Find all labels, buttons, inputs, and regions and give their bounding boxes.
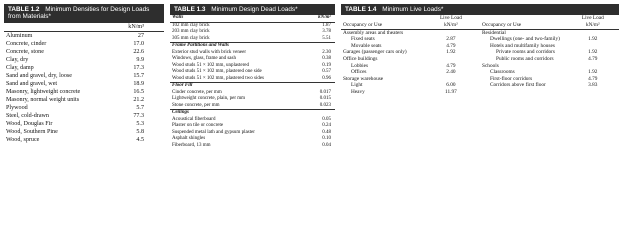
row-label: Stone concrete, per mm [172, 102, 220, 108]
row-value: 1.92 [446, 49, 456, 56]
table-row [4, 112, 164, 120]
row-value: 17.3 [133, 65, 144, 72]
row-label: Wood studs 51 × 102 mm, plastered one side [172, 69, 262, 75]
row-label: Concrete, cinder [6, 41, 47, 48]
row-value: 0.023 [319, 102, 331, 108]
row-label: Concrete, stone [6, 49, 44, 56]
table-header [170, 4, 335, 15]
row-value: 77.3 [133, 113, 144, 120]
row-label: Wood studs 51 × 102 mm, plastered two sides [172, 75, 264, 81]
table-row [4, 40, 164, 48]
table-row [4, 48, 164, 56]
table-row [4, 136, 164, 144]
table-row [480, 69, 619, 76]
table-row [4, 56, 164, 64]
row-value: 21.2 [133, 97, 144, 104]
row-value: 0.04 [322, 142, 331, 148]
live-loads-right-column [480, 15, 619, 95]
row-label: Sand and gravel, dry, loose [6, 73, 72, 80]
table-minimum-live-loads [341, 4, 619, 96]
row-label: Fiberboard, 13 mm [172, 142, 211, 148]
blank-cell [577, 63, 619, 70]
row-value: 0.24 [322, 123, 331, 129]
row-value: 0.017 [319, 89, 331, 95]
blank-header [4, 23, 112, 32]
row-label: Storage warehouse [343, 75, 384, 82]
row-value: 0.57 [322, 69, 331, 75]
row-label: Classrooms [490, 69, 515, 76]
row-value: 27 [137, 33, 144, 40]
row-value: 16.5 [133, 89, 144, 96]
table-minimum-dead-loads [170, 4, 335, 149]
row-value: 3.78 [322, 29, 331, 35]
row-label: Windows, glass, frame and sash [172, 56, 236, 62]
row-value: 1.92 [588, 49, 598, 56]
dead-loads-table [170, 15, 335, 149]
table-row [170, 76, 335, 83]
row-label: Cinder concrete, per mm [172, 89, 222, 95]
row-label: Aluminum [6, 33, 33, 40]
blank-cell [577, 29, 619, 36]
table-row [4, 88, 164, 96]
densities-table [4, 23, 164, 145]
table-row [341, 89, 480, 96]
row-label: Hotels and multifamily houses [490, 42, 555, 49]
row-label: Floor Fill [170, 83, 308, 90]
row-label: Ceilings [170, 110, 308, 117]
row-value: 4.79 [446, 62, 456, 69]
row-label: 203 mm clay brick [172, 29, 210, 35]
row-value: 0.015 [319, 96, 331, 102]
table-row [341, 56, 480, 63]
row-value: 5.51 [322, 35, 331, 41]
table-row [170, 143, 335, 150]
unit-header: kN/m³ [112, 23, 164, 32]
row-value: 22.6 [133, 49, 144, 56]
row-value: 5.7 [136, 105, 144, 112]
row-value: 0.48 [322, 129, 331, 135]
table-minimum-densities [4, 4, 164, 144]
table-row [170, 36, 335, 43]
blank-cell [341, 15, 432, 22]
table-row [341, 82, 480, 89]
row-label: Suspended metal lath and gypsum plaster [172, 129, 255, 135]
table-row [4, 96, 164, 104]
table-row [341, 69, 480, 76]
row-label: Public rooms and corridors [496, 55, 554, 62]
row-label: Movable seats [351, 42, 382, 49]
section-heading [170, 110, 335, 117]
row-value: 1.92 [588, 36, 598, 43]
row-label: Exterior stud walls with brick veneer [172, 49, 247, 55]
table-row [170, 22, 335, 29]
row-label: Offices [351, 69, 367, 76]
live-loads-columns [341, 15, 619, 95]
row-label: Fixed seats [351, 36, 375, 43]
table-row [341, 76, 480, 83]
row-label: Office buildings [343, 55, 378, 62]
row-value: 2.30 [322, 49, 331, 55]
row-value: 2.87 [446, 36, 456, 43]
row-label: 102 mm clay brick [172, 22, 210, 28]
row-label: Wood, Southern Pine [6, 129, 58, 136]
row-value: 0.10 [322, 136, 331, 142]
occupancy-header: Occupancy or Use [341, 22, 432, 29]
row-label: Sand and gravel, wet [6, 81, 58, 88]
row-value: 0.19 [322, 62, 331, 68]
blank-cell [308, 43, 335, 50]
live-loads-left-column [341, 15, 480, 95]
row-value: 0.05 [322, 116, 331, 122]
table-row [4, 120, 164, 128]
column-header-row [341, 22, 480, 29]
row-label: Lightweight concrete, plain, per mm [172, 96, 246, 102]
table-row [480, 56, 619, 63]
table-row [4, 32, 164, 41]
blank-cell [432, 76, 480, 83]
row-value: 4.5 [136, 137, 144, 144]
row-label: Garages (passenger cars only) [343, 49, 407, 56]
table-row [480, 63, 619, 70]
row-label: Schools [482, 62, 499, 69]
row-label: 305 mm clay brick [172, 35, 210, 41]
blank-cell [308, 110, 335, 117]
row-label: Plywood [6, 105, 28, 112]
row-value: 4.79 [588, 55, 598, 62]
row-value: 1.92 [588, 69, 598, 76]
live-loads-table-left [341, 15, 480, 95]
table-row [480, 49, 619, 56]
row-label: Corridors above first floor [490, 82, 546, 89]
section-walls: Walls [170, 15, 308, 22]
blank-cell [577, 43, 619, 50]
row-label: Heavy [351, 88, 365, 95]
blank-cell [432, 56, 480, 63]
blank-cell [308, 83, 335, 90]
row-value: 0.38 [322, 56, 331, 62]
row-label: Clay, damp [6, 65, 34, 72]
row-value: 4.79 [446, 42, 456, 49]
table-number: TABLE 1.2 [8, 6, 40, 13]
row-label: Wood, Douglas Fir [6, 121, 53, 128]
table-row [4, 64, 164, 72]
unit-header: kN/m² [432, 22, 480, 29]
table-number: TABLE 1.4 [345, 6, 377, 13]
table-row [4, 104, 164, 112]
table-row [4, 128, 164, 136]
table-title: Minimum Design Dead Loads* [211, 6, 298, 13]
table-header [4, 4, 164, 23]
column-header-row [170, 15, 335, 22]
row-label: Frame Partitions and Walls [170, 43, 308, 50]
row-value: 11.97 [445, 88, 457, 95]
table-title: Minimum Live Loads* [382, 6, 444, 13]
row-label: Lobbies [351, 62, 369, 69]
row-value: 2.40 [446, 69, 456, 76]
table-row [480, 36, 619, 43]
table-title: Minimum Densities for Design Loads from Materials* [8, 6, 150, 21]
row-label: Clay, dry [6, 57, 29, 64]
row-label: Steel, cold-drawn [6, 113, 49, 120]
unit-header: kN/m² [308, 15, 335, 22]
row-label: Wood studs 51 × 102 mm, unplastered [172, 62, 249, 68]
row-label: Masonry, normal weight units [6, 97, 80, 104]
row-value: 6.00 [446, 82, 456, 89]
column-header-row [4, 23, 164, 32]
row-label: Masonry, lightweight concrete [6, 89, 81, 96]
blank-cell [432, 29, 480, 36]
live-load-header: Live Load [439, 15, 462, 22]
row-label: Wood, spruce [6, 137, 40, 144]
row-value: 17.0 [133, 41, 144, 48]
occupancy-header: Occupancy or Use [480, 22, 577, 29]
table-row [4, 72, 164, 80]
row-value: 9.9 [136, 57, 144, 64]
column-header-row [480, 22, 619, 29]
row-value: 15.7 [133, 73, 144, 80]
table-row [170, 103, 335, 110]
table-row [4, 80, 164, 88]
row-value: 5.3 [136, 121, 144, 128]
table-row [480, 82, 619, 89]
row-label: Light [351, 82, 363, 89]
row-value: 18.9 [133, 81, 144, 88]
table-number: TABLE 1.3 [174, 6, 206, 13]
row-label: Acoustical fiberboard [172, 116, 216, 122]
row-value: 1.87 [322, 22, 331, 28]
row-value: 4.79 [588, 75, 598, 82]
blank-cell [480, 15, 577, 22]
row-label: Residential [482, 29, 506, 36]
section-heading [170, 43, 335, 50]
row-label: Private rooms and corridors [496, 49, 555, 56]
row-value: 0.96 [322, 75, 331, 81]
row-label: Plaster on tile or concrete [172, 123, 224, 129]
row-label: Assembly areas and theaters [343, 29, 404, 36]
table-row [341, 36, 480, 43]
row-value: 3.83 [588, 82, 598, 89]
row-label: First-floor corridors [490, 75, 533, 82]
live-load-header: Live Load [581, 15, 604, 22]
table-row [480, 43, 619, 50]
table-row [341, 49, 480, 56]
row-value: 5.8 [136, 129, 144, 136]
table-header [341, 4, 619, 15]
live-load-label-row [480, 15, 619, 22]
section-heading [170, 83, 335, 90]
row-label: Asphalt shingles [172, 136, 206, 142]
live-load-label-row [341, 15, 480, 22]
table-row [341, 29, 480, 36]
row-label: Dwellings (one- and two-family) [490, 36, 560, 43]
live-loads-table-right [480, 15, 619, 89]
unit-header: kN/m² [577, 22, 619, 29]
